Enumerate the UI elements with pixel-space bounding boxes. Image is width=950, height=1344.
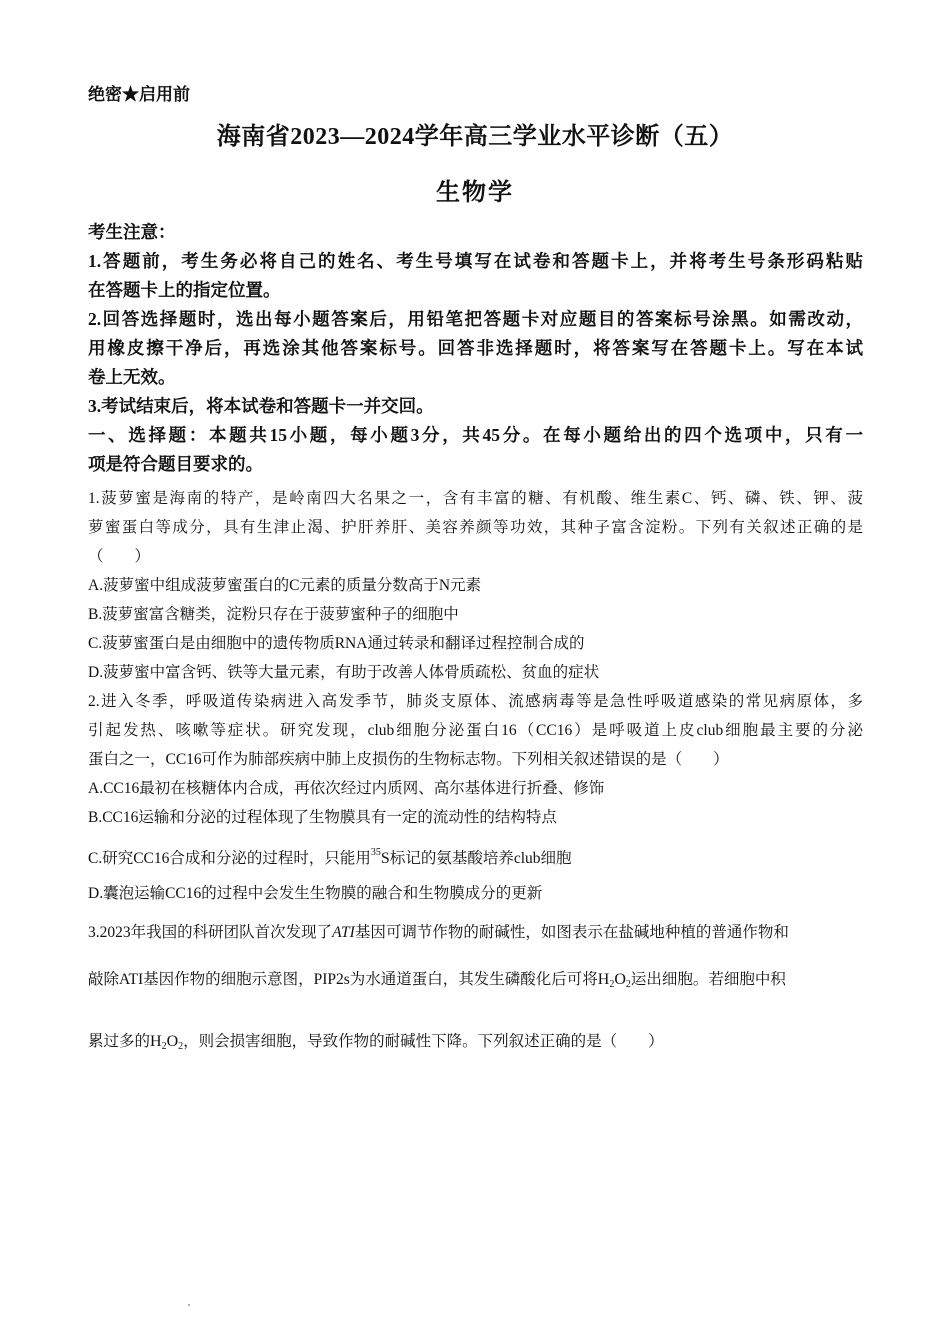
isotope-mass-number: 35 [370,847,381,858]
isotope-element: S [380,850,390,867]
q3-line-2-prefix: 敲除ATI基因作物的细胞示意图，PIP2s为水通道蛋白，其发生磷酸化后可将 [88,971,598,988]
q1-stem-line-2: 萝蜜蛋白等成分，具有生津止渴、护肝养肝、美容养颜等功效，其种子富含淀粉。下列有关叙述正确的是 [88,519,863,536]
q3-gene-name: ATI [332,924,355,941]
q2-stem-line-3: 蛋白之一，CC16可作为肺部疾病中肺上皮损伤的生物标志物。下列相关叙述错误的是（ ） [88,751,729,768]
q2-stem-line-2: 引起发热、咳嗽等症状。研究发现，club细胞分泌蛋白16（CC16）是呼吸道上皮club细胞最主要的分泌 [88,722,863,739]
q2-option-d: D.囊泡运输CC16的过程中会发生生物膜的融合和生物膜成分的更新 [88,885,543,902]
section-1-heading-line-1: 一、选择题：本题共15小题，每小题3分，共45分。在每小题给出的四个选项中，只有一 [88,425,863,445]
section-1-heading-line-2: 项是符合题目要求的。 [88,454,263,474]
q3-line-1-prefix: 3.2023年我国的科研团队首次发现了 [88,924,333,941]
q3-line-1-suffix: 基因可调节作物的耐碱性，如图表示在盐碱地种植的普通作物和 [354,924,789,941]
formula-subscript: 2 [178,1041,184,1052]
formula-subscript: 2 [625,979,631,990]
formula-subscript: 2 [161,1041,167,1052]
notice-item-3: 3.考试结束后，将本试卷和答题卡一并交回。 [88,396,434,416]
q3-line-3-suffix: ，则会损害细胞，导致作物的耐碱性下降。下列叙述正确的是（ ） [183,1033,664,1050]
formula-h2o2-2 [150,1033,183,1050]
q2-option-a: A.CC16最初在核糖体内合成，再依次经过内质网、高尔基体进行折叠、修饰 [88,780,605,797]
formula-subscript: 2 [609,979,615,990]
q3-stem-line-2 [88,965,863,999]
q2-option-b: B.CC16运输和分泌的过程体现了生物膜具有一定的流动性的结构特点 [88,809,557,826]
q2-option-c [88,838,863,873]
formula-h: H [597,971,610,988]
q1-stem-line-1: 1.菠萝蜜是海南的特产，是岭南四大名果之一，含有丰富的糖、有机酸、维生素C、钙、磷、铁、钾、菠 [88,490,863,507]
q1-option-a: A.菠萝蜜中组成菠萝蜜蛋白的C元素的质量分数高于N元素 [88,577,482,594]
q1-option-c: C.菠萝蜜蛋白是由细胞中的遗传物质RNA通过转录和翻译过程控制合成的 [88,635,585,652]
question-2 [88,687,863,908]
notice-item-2-line-3: 卷上无效。 [88,367,176,387]
q3-line-3-prefix: 累过多的 [88,1033,151,1050]
q2-option-c-suffix: 标记的氨基酸培养club细胞 [389,850,572,867]
q1-answer-paren: （ ） [88,548,151,565]
notice-item-2-line-1: 2.回答选择题时，选出每小题答案后，用铅笔把答题卡对应题目的答案标号涂黑。如需改动， [88,309,863,329]
formula-o: O [166,1033,179,1050]
q3-stem-line-1 [88,918,863,947]
notice-item-1-line-1: 1.答题前，考生务必将自己的姓名、考生号填写在试卷和答题卡上，并将考生号条形码粘贴 [88,251,863,271]
q3-stem-line-3 [88,1027,863,1061]
question-3 [88,918,863,1061]
confidential-label: 绝密★启用前 [88,85,190,104]
formula-h2o2-1 [598,971,631,988]
subject-title: 生物学 [436,180,514,206]
q1-option-d: D.菠萝蜜中富含钙、铁等大量元素，有助于改善人体骨质疏松、贫血的症状 [88,664,600,681]
notice-heading: 考生注意： [88,222,176,242]
q1-option-b: B.菠萝蜜富含糖类，淀粉只存在于菠萝蜜种子的细胞中 [88,606,459,623]
q3-line-2-suffix: 运出细胞。若细胞中积 [630,971,786,988]
notice-section [88,218,863,479]
q2-stem-line-1: 2.进入冬季，呼吸道传染病进入高发季节，肺炎支原体、流感病毒等是急性呼吸道感染的常见病原体，多 [88,693,863,710]
formula-o: O [614,971,626,988]
question-1 [88,484,863,687]
q2-option-c-prefix: C.研究CC16合成和分泌的过程时，只能用 [88,850,371,867]
notice-item-2-line-2: 用橡皮擦干净后，再选涂其他答案标号。回答非选择题时，将答案写在答题卡上。写在本试 [88,338,863,358]
notice-item-1-line-2: 在答题卡上的指定位置。 [88,280,281,300]
formula-h: H [150,1033,162,1050]
footer-dot [188,1304,190,1306]
exam-title: 海南省2023—2024学年高三学业水平诊断（五） [216,124,734,150]
